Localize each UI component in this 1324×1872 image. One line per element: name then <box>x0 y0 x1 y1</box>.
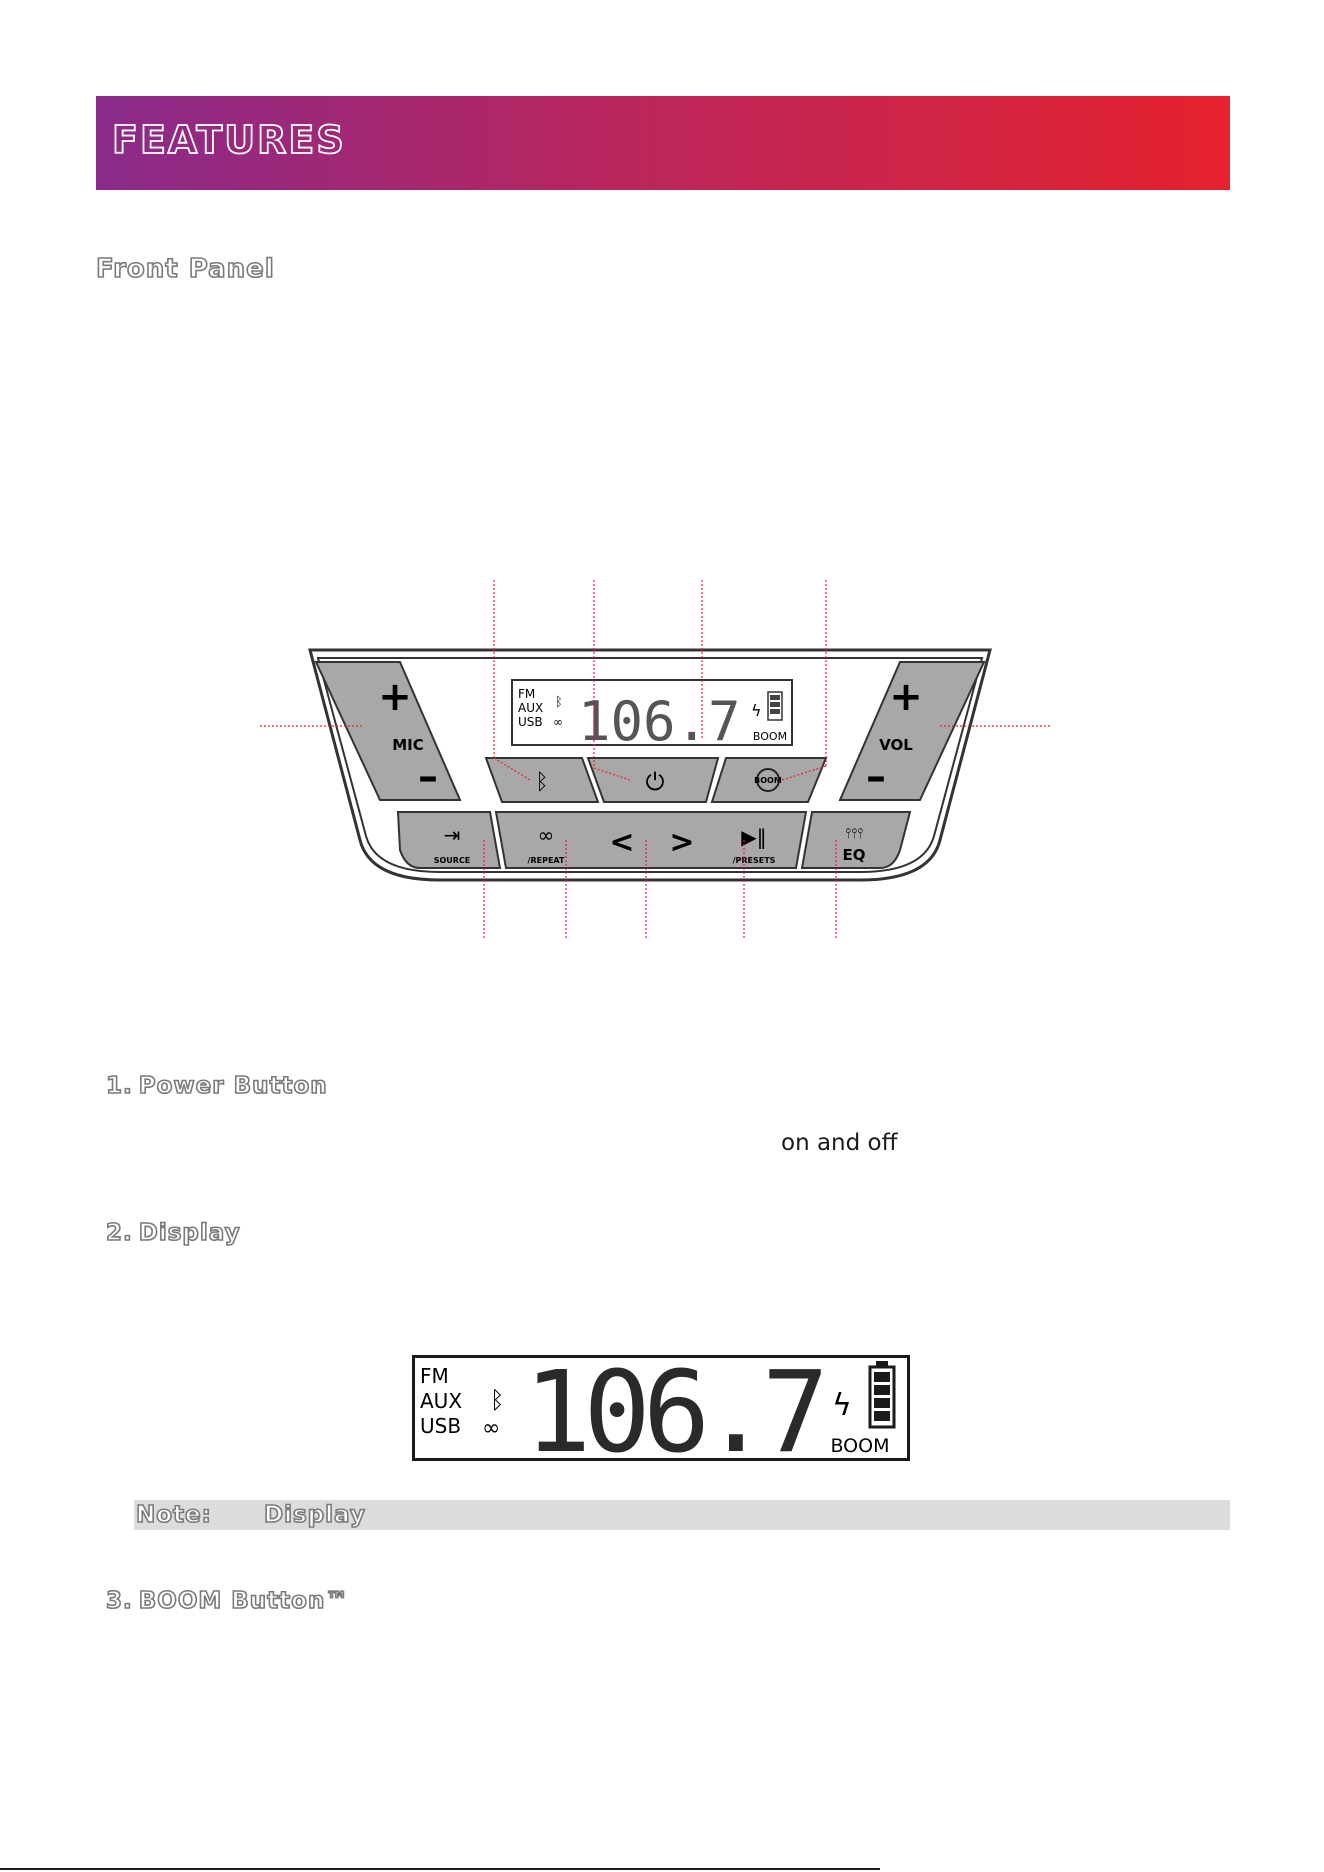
display-charge-icon: ϟ <box>832 1388 852 1423</box>
boom-button-label: BOOM <box>754 776 782 785</box>
item-heading-boom <box>106 1588 349 1614</box>
power-icon: ⏻ <box>645 768 665 796</box>
display-boom-label: BOOM <box>830 1435 890 1457</box>
lcd-mode-usb: USB <box>518 715 543 729</box>
item-title: Display <box>138 1220 241 1246</box>
item-heading-display <box>106 1220 241 1246</box>
mic-plus-label: + <box>378 674 412 720</box>
display-mode-aux: AUX <box>420 1389 463 1413</box>
footer-rule <box>0 1868 880 1870</box>
item-number: 1. <box>106 1073 133 1099</box>
link-repeat-icon: ∞ <box>537 823 555 847</box>
display-digits: 106.7 <box>524 1355 822 1463</box>
prev-icon: < <box>609 825 635 860</box>
lcd-digits: 106.7 <box>578 690 741 753</box>
bluetooth-icon: ᛒ <box>535 770 549 795</box>
lcd-bluetooth-icon: ᛒ <box>555 695 563 710</box>
lcd-charge-icon: ϟ <box>751 701 762 720</box>
display-diagram <box>412 1355 912 1463</box>
item-number: 3. <box>106 1588 133 1614</box>
source-label: SOURCE <box>433 856 471 865</box>
vol-plus-label: + <box>889 674 923 720</box>
lcd-boom-label: BOOM <box>752 730 788 743</box>
lcd-mode-fm: FM <box>518 687 536 701</box>
source-icon: ⇥ <box>443 823 461 847</box>
lcd-link-icon: ∞ <box>553 715 563 729</box>
lcd-mode-aux: AUX <box>518 701 544 715</box>
display-mode-usb: USB <box>420 1414 462 1438</box>
repeat-label: /REPEAT <box>527 856 565 865</box>
features-banner <box>96 96 1230 190</box>
item-title: BOOM Button™ <box>138 1588 350 1614</box>
display-mode-fm: FM <box>420 1364 449 1388</box>
note-text: Display <box>264 1502 366 1528</box>
mic-label: MIC <box>392 736 424 754</box>
display-link-icon: ∞ <box>482 1416 501 1441</box>
note-bar <box>134 1500 1230 1530</box>
item-heading-power <box>106 1073 328 1099</box>
section-title: Front Panel <box>96 254 275 284</box>
eq-sliders-icon: ⫯⫯⫯ <box>844 826 864 842</box>
power-text: on and off <box>781 1130 898 1156</box>
banner-title: FEATURES <box>112 118 346 162</box>
note-label: Note: <box>136 1502 212 1528</box>
item-number: 2. <box>106 1220 133 1246</box>
vol-label: VOL <box>879 736 913 754</box>
front-panel-illustration <box>260 580 1060 940</box>
presets-label: /PRESETS <box>732 856 776 865</box>
mic-minus-label: – <box>418 754 438 800</box>
item-title: Power Button <box>138 1073 328 1099</box>
display-bluetooth-icon: ᛒ <box>490 1386 505 1414</box>
next-icon: > <box>669 825 695 860</box>
eq-label: EQ <box>842 846 866 864</box>
play-pause-icon: ▶‖ <box>741 825 767 849</box>
vol-minus-label: – <box>866 754 886 800</box>
